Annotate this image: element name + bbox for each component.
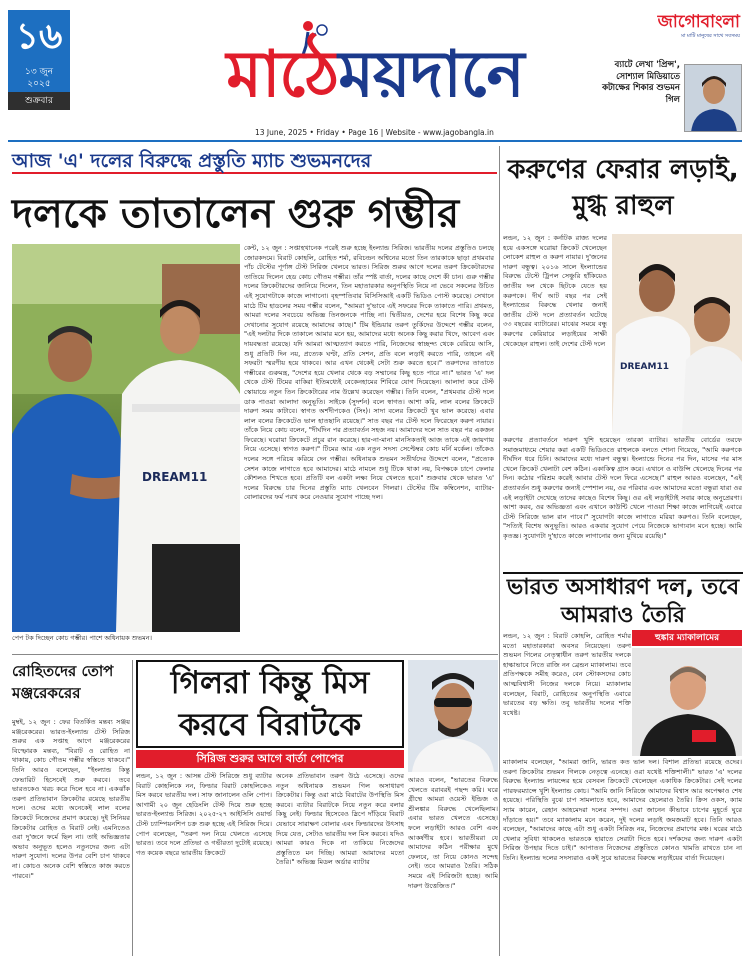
- mccullum-body-b: ম্যাকালাম বলেছেন, "আমরা জানি, ভারত কত ভাল দল। বিশাল প্রতিভা রয়েছে ওদের। তরুণ ক্রিকেটার শুভমন গিলকে নেতৃত্বে এনেছে। ওরা যথেষ্ট শক্তিশালী।" ভারত 'এ' দলের বিরুদ্ধে ইংল্যান্ড লায়ন্সের হয়ে বেসবল ক্রিকেটে খেলেছেন একাধিক ক্রিকেটার। সেই দলের পারফরম্যান্সে খুশি ইংল্যান্ড কোচ। "আমি জানি সিরিজে আমাদের বিশ্বাস আর অপেক্ষাও শেষ হয়েছে। পরিস্থিতি বুঝে চাপ সামলাতে হবে, আমাদের ছেলেরাও তৈরি। ক্রিস ওকস, ক্যাম স্যাম কারেন, রেহান আহমেদরা দলের সম্পদ। ওরা জানেন কীভাবে চাপের মুহূর্তে ঘুরে দাঁড়াতে হয়।" তবে ম্যাকালাম মনে করেন, দুই দলের লড়াই জমজমাট হবে। তিনি আরও বলেছেন, "আমাদের কাছে এটা শুধু একটা সিরিজ নয়, নিজেদের প্রমাণের মঞ্চ। ঘরের মাঠে খেলার সুবিধা থাকলেও ভারতকে হারাতে সেরাটা দিতে হবে। দর্শকদের জন্য দারুণ একটা সিরিজ উপহার দিতে চাই।" আপাতত নিজেদের প্রস্তুতিতে কোনও খামতি রাখতে চান না তিনি। ইংল্যান্ড দলের সদস্যরাও একই সুরে ভারতের বিরুদ্ধে লড়াইয়ের বার্তা দিয়েছেন।: [503, 758, 742, 862]
- pope-headline: গিলরা কিন্তু মিস করবে বিরাটকে: [136, 660, 404, 748]
- kohli-illustration-icon: [408, 660, 498, 772]
- page-number: ১৬: [15, 15, 63, 57]
- logo-word-right: ময়দানে: [338, 38, 524, 112]
- gill-portrait-photo: [684, 64, 742, 132]
- rahul-body-b: করুণের প্রত্যাবর্তনে দারুণ খুশি হয়েছেন তারকা ব্যাটার। ভারতীয় বোর্ডের তরফে সমাজমাধ্যমে শেয়ার করা একটি ভিডিওতে রাহুলকে বলতে শোনা গিয়েছে, "আমি করুণকে দীর্ঘদিন ধরে চিনি। আমাদের মধ্যে দারুণ বন্ধুত্ব। ইংল্যান্ডে দিনের পর দিন, মাসের পর মাস খেলে ক্রিকেট খেলাটা বেশ কঠিন। একাকিত্ব গ্রাস করে। এখানে ও বাউন্সি খেলেছে দিনের পর দিন। কঠোর পরিশ্রম করেই আবার টেস্ট দলে ফিরে এসেছে।" রাহুল আরও বলেছেন, "এই প্রত্যাবর্তন শুধু করুণের জন্যই স্পেশাল নয়, ওর পরিবার এবং আমাদের মতো বন্ধুরা যারা ওর এই লড়াইটা দেখেছে তাদের কাছেও বিশেষ কিছু। ওর এই লড়াইটাই সবার কাছে অনুপ্রেরণা। আশা করব, ওর অভিজ্ঞতা এবং এখানে কাউন্টি খেলে পাওয়া শিক্ষা কাজে লাগিয়েই এবারে টেস্ট সিরিজে ভাল রান পাবে।" সুযোগটা কাজে লাগাতে মরিয়া করুণও। তিনি বলেছেন, "সত্যিই বিশেষ অনুভূতি। আরও একবার সুযোগ পেয়ে নিজেকে ভাগ্যবান মনে হচ্ছে। আমি কৃতজ্ঞ। সুযোগটা দু'হাতে কাজে লাগানোর জন্য মুখিয়ে রয়েছি।": [503, 436, 742, 540]
- lead-kicker: আজ 'এ' দলের বিরুদ্ধে প্রস্তুতি ম্যাচ শুভমনদের: [12, 148, 497, 174]
- brand-name: জাগোবাংলা: [657, 12, 740, 32]
- section-divider: [12, 654, 498, 655]
- jersey-sponsor-text: DREAM11: [142, 470, 208, 484]
- manjrekar-headline: রোহিতদের তোপ মঞ্জরেকরের: [12, 662, 114, 702]
- rahul-karun-illustration-icon: [612, 234, 742, 434]
- rahul-headline: করুণের ফেরার লড়াই, মুগ্ধ রাহুল: [507, 155, 739, 221]
- date-box: [8, 10, 70, 110]
- brand-tagline: মা মাটি মানুষের সাথে সবসময়: [681, 33, 740, 39]
- kohli-photo: [408, 660, 498, 772]
- rahul-karun-photo: [612, 234, 742, 434]
- mccullum-headline: ভারত অসাধারণ দল, তবে আমরাও তৈরি: [503, 572, 743, 628]
- lead-body: কেন্ট, ১২ জুন : সপ্তাহখানেক পরেই শুরু হচ্ছে ইংল্যান্ড সিরিজ। ভারতীয় দলের প্রস্তুতিও চলছে জোরকদমে। বিরাট কোহলি, রোহিত শর্মা, রবিচন্দ্রন অশ্বিনের মতো তিন তারকাকে ছাড়া প্রথমবার পাঁচ টেস্টের পূর্ণাঙ্গ টেস্ট সিরিজ খেলবে ভারত। সিরিজ শুরুর আগে দলের তরুণ ক্রিকেটারদের তাতিয়ে দিলেন হেড কোচ গৌতম গম্ভীর। তাঁর স্পষ্ট বার্তা, দলের কাছে দেশে কী চান। গুরু গম্ভীর দলের ক্রিকেটারদের জানিয়ে দিলেন, তিন মহাতারকার অনুপস্থিতি নিয়ে না ভেবে সকলের উচিত এই সুযোগটাকে কাজে লাগানো। বৃহস্পতিবার বিসিসিআই একটি ভিডিও পোস্ট করেছে। সেখানে মাঠে টিম হাডলের সময় গম্ভীর বলেন, "আমরা দু'ভাবে এই সফরের দিকে তাকাতে পারি। প্রথমত, আমরা দলের সবচেয়ে অভিজ্ঞ তিনজনকে পাচ্ছি না। দ্বিতীয়ত, দেশের হয়ে বিশেষ কিছু করে দেখানোর সুযোগ রয়েছে আমাদের কাছে।" টিম ইন্ডিয়ার তরুণ তুর্কিদের উদ্দেশে গম্ভীর বলেন, "এই দলটার দিকে তাকালে আমার মনে হয়, আমাদের মধ্যে অনেক কিছু করার খিদে, আবেগ এবং দায়বদ্ধতা রয়েছে। যদি আমরা আত্মত্যাগ করতে পারি, নিজেদের স্বাচ্ছন্দ্য থেকে বেরিয়ে আসি, শুধু প্রতিটি দিন নয়, প্রত্যেক ঘণ্টা, প্রতি সেশন, প্রতি বলে লড়াই করতে পারি, তাহলে এই সফরটা স্মরণীয় হয়ে থাকবে। আর এখন থেকেই সেটা শুরু করতে হবে।" তরুণদের তাতাতে গম্ভীরের গুরুমন্ত্র, "দেশের হয়ে খেলার থেকে বড় সম্মানের কিছু হতে পারে না।" ভারত 'এ' দল থেকে টেস্ট টিমের বাকিরা ইতিমধ্যেই বেকেনহামের শিবিরে যোগ দিয়েছেন। আলাদা করে টেস্ট স্কোয়াডে নতুন তিন ক্রিকেটারের নাম উল্লেখ করেছেন গম্ভীর। তিনি বলেন, "প্রথমবার টেস্ট দলে ডাক পাওয়া আলাদা অনুভূতি। সাইকে (সুদর্শন) বলে স্বাগত। আশা করি, লাল বলের ক্রিকেটে দারুণ সময় কাটাবে। স্বাগত অর্শদীপকেও (সিং)। সাদা বলের ক্রিকেটে খুব ভাল করেছে। এবার লাল বলের ক্রিকেটেও ভাল হাতছানি রয়েছে।" সাত বছর পর টেস্ট দলে ফিরেছেন করুণ নায়ার। তাঁকে নিয়ে কোচ বলেন, "দীর্ঘদিন পর প্রত্যাবর্তন সহজ নয়। আমাদের দলে সাত বছর পর একজন ফিরেছে। ঘরোয়া ক্রিকেটে প্রচুর রান করেছে। হার-না-মানা মানসিকতাই আজ তাকে এই জায়গায় নিয়ে এসেছে। স্বাগত করুণ।" টিমের আর এক নতুন সদস্য সেপ্টেম্বর কোচ মর্নি মর্কেল। তাঁকেও দলের সঙ্গে পরিচয় করিয়ে দেন গম্ভীর। অধিনায়ক শুভমন সতীর্থদের উদ্দেশে বলেন, "প্রত্যেক সেশন কাজে লাগাতে হবে আমাদের। মাঠে নামলে শুধু টিকে থাকা নয়, বিপক্ষকে চাপে ফেলার কৌশলও শিখতে হবে। প্রতিটি বল একটা লক্ষ্য নিয়ে খেলতে হবে।" শুক্রবার থেকে ভারত 'এ' দলের বিরুদ্ধে চার দিনের প্রস্তুতি ম্যাচ খেলবেন গিলরা। টেস্টের টিম কম্বিনেশন, ব্যাটার-বোলারদের ফর্ম পরখ করে নেওয়ার সুযোগ পাচ্ছে দল।: [244, 244, 494, 502]
- teaser-text: ব্যাটে লেখা 'প্রিন্স', সোশ্যাল মিডিয়াতে কটাক্ষের শিকার শুভমন গিল: [602, 60, 680, 105]
- column-divider: [499, 146, 500, 956]
- logo-word-left: মাঠে: [226, 38, 339, 112]
- pope-body-b: অনেক প্রতিভাবান তরুণ উঠে এসেছে। ওদের নতুন অধিনায়ক শুভমন গিল অসাধারণ ক্রিকেটার। কিন্তু ওরা মাঠে বিরাটের উপস্থিতি মিস করবে। ব্যাটার বিরাটকে নিয়ে নতুন করে বলার কিছু নেই। ফিল্ডার হিসেবেও স্লিপে দাঁড়িয়ে বিরাট যেভাবে সারাক্ষণ বোলার এবং ফিল্ডারদের উৎসাহ দিয়ে যেত, সেটাও ভারতীয় দল মিস করবে। যদিও আমরা কারও দিকে না তাকিয়ে নিজেদের প্রস্তুতিতে মন দিচ্ছি। আমরা আমাদের মতো তৈরি।" অভিজ্ঞ মিডল অর্ডার ব্যাটার: [276, 772, 404, 867]
- jersey-sponsor-text: DREAM11: [620, 362, 669, 372]
- issue-info-line: 13 June, 2025 • Friday • Page 16 | Website - www.jagobangla.in: [255, 128, 494, 137]
- mccullum-tag: হুঙ্কার ম্যাকালামের: [632, 630, 742, 646]
- issue-date: ১৩ জুন ২০২৫: [25, 67, 53, 89]
- column-divider: [132, 660, 133, 956]
- pope-subheadline: সিরিজ শুরুর আগে বার্তা পোপের: [136, 750, 404, 768]
- pope-body-a: লন্ডন, ১২ জুন : আসন্ন টেস্ট সিরিজে শুধু ব্যাটার বিরাট কোহলিকে নন, ফিল্ডার বিরাট কোহলিকেও মিস করবে ভারতীয় দল। সাফ জানালেন ওলি পোপ। আগামী ২০ জুন হেডিংলি টেস্ট দিয়ে শুরু হচ্ছে ভারত-ইংল্যান্ড সিরিজ। ২০২৫-২৭ আইসিসি ওয়ার্ল্ড টেস্ট চ্যাম্পিয়নশিপ চক্র শুরু হচ্ছে এই সিরিজ দিয়ে। পোপ বলেছেন, "তরুণ দল নিয়ে খেলতে এসেছে ভারত। তবে দলে প্রতিভা ও গভীরতা দুটোই রয়েছে। গত কয়েক বছরে ভারতীয় ক্রিকেটে: [136, 772, 272, 857]
- masthead-rule: [8, 140, 742, 142]
- lead-headline: দলকে তাতালেন গুরু গম্ভীর: [12, 191, 460, 237]
- issue-day: শুক্রবার: [8, 92, 70, 110]
- pope-body-c: আরও বলেন, "ভারতের বিরুদ্ধে খেলতে বরাবরই পছন্দ করি। ঘরে গ্রীষ্মে আমরা ওয়েস্ট ইন্ডিজ ও শ্রীলঙ্কার বিরুদ্ধে খেলেছিলাম। এবার ভারত খেলতে এসেছে। ফলে লড়াইটা আরও বেশি এবং আকর্ষণীয় হবে। ভারতীয়রা যে আমাদের কঠিন পরীক্ষার মুখে ফেলবে, তা নিয়ে কোনও সন্দেহ নেই। তবে আমরাও তৈরি। সঠিক সময়ে এই সিরিজটা হচ্ছে। আমি দারুণ উত্তেজিত।": [408, 776, 498, 890]
- mccullum-body-a: লন্ডন, ১২ জুন : বিরাট কোহলি, রোহিত শর্মার মতো মহাতারকারা অবসর নিয়েছেন। তরুণ শুভমন গিলের নেতৃত্বাধীন তরুণ ভারতীয় দলকে হাল্কাভাবে নিতে রাজি নন ব্রেন্ডন ম্যাকালাম। তবে প্রতিপক্ষকে সমীহ করেও, বেন স্টোকসদের কোচ আত্মবিশ্বাসী নিজের দলকে নিয়ে। ম্যাকালাম বলেছেন, বিরাট, রোহিতের অনুপস্থিতি এবারে ভারতের বড় ক্ষতি। তবু ভারতীয় দলের শক্তি যথেষ্ট।: [503, 632, 631, 717]
- newspaper-brand: [608, 12, 740, 42]
- section-logo: [160, 30, 590, 120]
- mccullum-illustration-icon: [632, 648, 742, 756]
- lead-photo: [12, 244, 240, 632]
- manjrekar-body: মুম্বই, ১২ জুন : ফের বিতর্কিত মন্তব্য সঞ্জয় মঞ্জরেকরের। ভারত-ইংল্যান্ড টেস্ট সিরিজ শুরুর এক সপ্তাহ আগে মঞ্জরেকরের বিস্ফোরক মন্তব্য, "বিরাট ও রোহিত না থাকায়, কোচ গৌতম গম্ভীর স্বস্তিতে থাকবে।" তিনি আরও বলেছেন, "ইংল্যান্ড কিন্তু ফেভারিট হিসেবেই শুরু করবে। তবে ভারতকেও খরচ করে দিলে হবে না। একঝাঁক তরুণ প্রতিভাবান ক্রিকেটার রয়েছে ভারতীয় দলে। ওদের মধ্যে অনেকেই লাল বলের ক্রিকেটে নিজেদের প্রমাণ করেছে। দুই সিনিয়র ক্রিকেটার রোহিত ও বিরাট নেই। এমনিতেও ওরা দু'জনে ফর্মে ছিল না। তাই অভিজ্ঞতার অভাব অনুভূত হলেও নতুনদের জন্য এটা দারুণ সুযোগ। দলের উপর বেশি চাপ থাকবে না। কোচও অনেক বেশি স্বস্তিতে কাজ করতে পারবে।": [12, 718, 130, 880]
- gambhir-gill-illustration-icon: [12, 244, 240, 632]
- logo-wordmark: [160, 30, 590, 120]
- lead-photo-caption: পেপ টক দিচ্ছেন কোচ গম্ভীর। পাশে অধিনায়ক শুভমন।: [12, 634, 152, 642]
- rahul-body-a: লন্ডন, ১২ জুন : কর্নাটক রাজ্য দলের হয়ে একসঙ্গে ঘরোয়া ক্রিকেট খেলেছেন লোকেশ রাহুল ও করুণ নায়ার। দু'জনের দারুণ বন্ধুত্ব। ২০১৬ সালে ইংল্যান্ডের বিরুদ্ধে টেস্টে ট্রিপল সেঞ্চুরি হাঁকিয়েও জাতীয় দল থেকে ছিটকে যেতে হয় করুণকে। দীর্ঘ আট বছর পর সেই ইংল্যান্ডের বিরুদ্ধে খেলার জন্যই জাতীয় টেস্ট দলে প্রত্যাবর্তন ঘটেছে ৩৩ বছরের ব্যাটারের। মাঝের সময়ে বন্ধু করুণের কেরিয়ারে লড়াইয়ের সাক্ষী থেকেছেন রাহুল। তাই দেশের টেস্ট দলে: [503, 234, 607, 348]
- mccullum-photo: [632, 648, 742, 756]
- portrait-illustration-icon: [685, 65, 742, 132]
